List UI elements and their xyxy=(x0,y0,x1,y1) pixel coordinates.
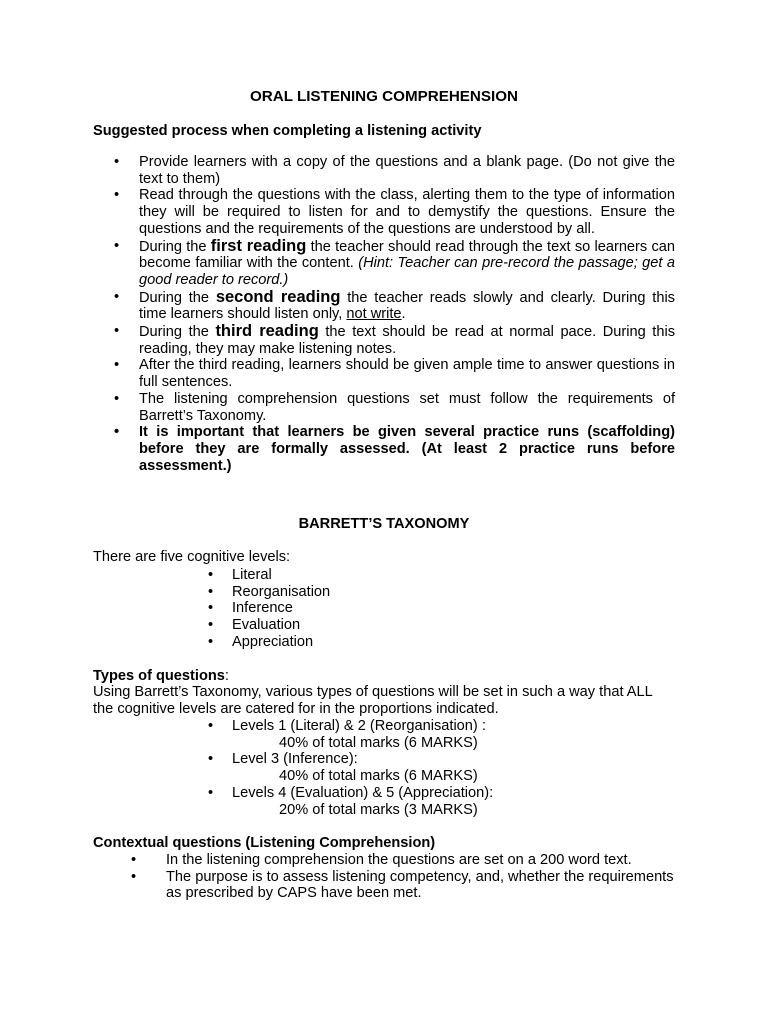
step-text: Read through the questions with the class, alerting them to the type of information they will be required to listen for and to demystify the questions. Ensure the questions and the requirements of the questions are understood by all. xyxy=(139,187,675,237)
marks-level: Level 3 (Inference): xyxy=(232,751,358,768)
list-item xyxy=(93,785,493,818)
levels-intro: There are five cognitive levels: xyxy=(93,549,291,565)
bullet-icon: • xyxy=(208,633,214,650)
list-item xyxy=(93,154,675,187)
step-text: During the xyxy=(139,238,211,255)
bullet-icon: • xyxy=(114,154,120,170)
emphasis-text: first reading xyxy=(210,236,307,255)
list-item xyxy=(93,187,675,237)
list-item xyxy=(93,617,330,634)
marks-detail: 40% of total marks (6 MARKS) xyxy=(279,768,478,785)
list-item xyxy=(93,567,330,584)
marks-list xyxy=(93,718,493,818)
bullet-icon: • xyxy=(208,718,214,734)
list-item xyxy=(93,289,675,323)
marks-level: Levels 4 (Evaluation) & 5 (Appreciation): xyxy=(232,784,494,801)
bullet-icon: • xyxy=(208,751,214,768)
emphasis-text: second reading xyxy=(215,287,341,306)
list-item xyxy=(93,424,675,474)
bullet-icon: • xyxy=(114,237,120,254)
marks-level: Levels 1 (Literal) & 2 (Reorganisation) : xyxy=(232,718,486,734)
bullet-icon: • xyxy=(114,357,120,374)
list-item xyxy=(93,718,493,751)
bullet-icon: • xyxy=(114,323,120,340)
process-list xyxy=(93,154,675,474)
step-text: . xyxy=(401,306,406,323)
step-text: the text should be read at normal pace. During this reading, they may make listening notes. xyxy=(139,324,675,357)
list-item xyxy=(93,634,330,651)
list-item xyxy=(93,584,330,601)
list-item xyxy=(93,238,675,289)
process-heading: Suggested process when completing a listening activity xyxy=(93,123,482,139)
contextual-text: The purpose is to assess listening competency, and, whether the requirements as prescribed by CAPS have been met. xyxy=(166,868,674,902)
list-item xyxy=(93,852,675,869)
bullet-icon: • xyxy=(208,583,214,600)
level-label: Literal xyxy=(232,567,272,583)
level-label: Evaluation xyxy=(232,617,301,634)
hint-text: (Hint: Teacher can pre-record the passage; get a good reader to record.) xyxy=(139,255,675,288)
bullet-icon: • xyxy=(114,424,120,441)
step-text: Provide learners with a copy of the questions and a blank page. (Do not give the text to them) xyxy=(139,154,675,187)
contextual-heading: Contextual questions (Listening Comprehension) xyxy=(93,835,436,851)
contextual-text: In the listening comprehension the questions are set on a 200 word text. xyxy=(166,852,632,868)
list-item xyxy=(93,391,675,424)
list-item xyxy=(93,357,675,390)
step-text: During the xyxy=(139,324,216,341)
levels-list xyxy=(93,567,330,651)
bullet-icon: • xyxy=(208,617,214,634)
bullet-icon: • xyxy=(208,567,214,583)
contextual-list xyxy=(93,852,675,902)
types-description: Using Barrett’s Taxonomy, various types of questions will be set in such a way that ALL the cognitive levels are catered for in the proportions indicated. xyxy=(93,684,653,717)
bullet-icon: • xyxy=(131,868,137,885)
step-text: The listening comprehension questions set must follow the requirements of Barrett’s Taxonomy. xyxy=(139,390,675,424)
level-label: Inference xyxy=(232,600,293,617)
emphasis-text: third reading xyxy=(215,322,319,341)
types-heading-colon: : xyxy=(224,668,229,684)
bullet-icon: • xyxy=(114,288,120,305)
marks-detail: 20% of total marks (3 MARKS) xyxy=(279,801,478,818)
step-text: It is important that learners be given several practice runs (scaffolding) before they are formally assessed. (At least 2 practice runs before assessment.) xyxy=(139,424,675,474)
bullet-icon: • xyxy=(131,852,137,868)
types-heading xyxy=(93,668,229,685)
taxonomy-heading: BARRETT’S TAXONOMY xyxy=(298,516,470,532)
list-item xyxy=(93,751,493,784)
bullet-icon: • xyxy=(114,187,120,204)
bullet-icon: • xyxy=(114,390,120,407)
list-item xyxy=(93,323,675,357)
step-text: the teacher should read through the text so learners can become familiar with the content. xyxy=(139,238,675,272)
list-item xyxy=(93,869,675,902)
marks-detail: 40% of total marks (6 MARKS) xyxy=(279,734,478,751)
types-heading-text: Types of questions xyxy=(93,668,225,684)
page-title: ORAL LISTENING COMPREHENSION xyxy=(249,88,519,105)
level-label: Appreciation xyxy=(232,633,314,650)
underlined-text: not write xyxy=(346,306,402,323)
level-label: Reorganisation xyxy=(232,583,331,600)
step-text: During the xyxy=(139,289,216,306)
bullet-icon: • xyxy=(208,600,214,617)
step-text: After the third reading, learners should be given ample time to answer questions in full sentences. xyxy=(139,357,675,391)
bullet-icon: • xyxy=(208,784,214,801)
list-item xyxy=(93,600,330,617)
step-text: the teacher reads slowly and clearly. During this time learners should listen only, xyxy=(139,289,675,323)
